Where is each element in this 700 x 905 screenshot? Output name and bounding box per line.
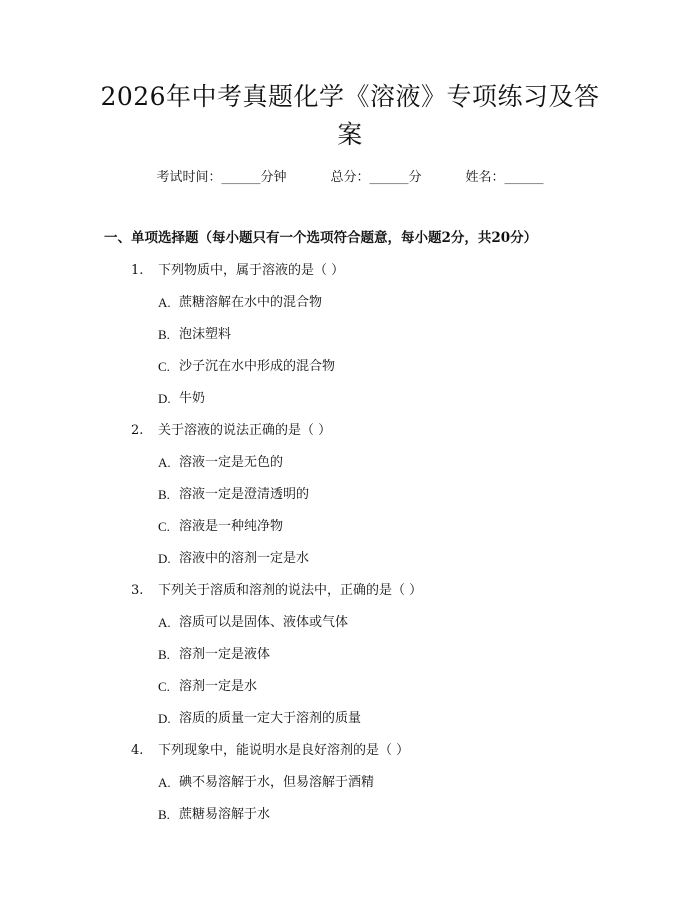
option-letter: B. [158,807,170,822]
option-text: 溶质可以是固体、液体或气体 [179,615,349,630]
option-text: 溶液一定是澄清透明的 [179,487,310,502]
option-letter: D. [158,711,171,726]
option-letter: D. [158,551,171,566]
option-letter: C. [158,359,170,374]
option-letter: A. [158,615,171,630]
exam-time-field: 考试时间：______分钟 [156,170,287,185]
option-text: 溶液一定是无色的 [179,455,284,470]
question-number: 4. [131,743,144,758]
answer-option [0,356,700,388]
answer-option [0,452,700,484]
question-item [0,420,700,452]
option-letter: C. [158,679,170,694]
section-heading: 一、单项选择题（每小题只有一个选项符合题意，每小题2分，共20分） [104,230,538,246]
answer-option [0,484,700,516]
option-letter: A. [158,295,171,310]
option-text: 蔗糖易溶解于水 [179,807,271,822]
question-number: 2. [131,423,144,438]
option-letter: B. [158,487,170,502]
option-text: 溶液是一种纯净物 [179,519,284,534]
question-number: 3. [131,583,144,598]
answer-option [0,292,700,324]
option-letter: A. [158,775,171,790]
option-text: 溶质的质量一定大于溶剂的质量 [179,711,362,726]
answer-option [0,644,700,676]
option-text: 牛奶 [179,391,206,406]
option-text: 蔗糖溶解在水中的混合物 [179,295,323,310]
option-letter: B. [158,327,170,342]
question-text: 下列物质中，属于溶液的是（ ） [158,263,345,278]
option-text: 溶剂一定是液体 [179,647,271,662]
option-text: 碘不易溶解于水，但易溶解于酒精 [179,775,375,790]
answer-option [0,324,700,356]
option-letter: A. [158,455,171,470]
question-list [0,260,700,836]
answer-option [0,612,700,644]
option-letter: D. [158,391,171,406]
exam-meta [0,170,700,186]
question-text: 关于溶液的说法正确的是（ ） [158,423,332,438]
name-field: 姓名：______ [465,170,544,185]
question-item [0,580,700,612]
question-text: 下列现象中，能说明水是良好溶剂的是（ ） [158,743,410,758]
option-text: 溶剂一定是水 [179,679,258,694]
option-letter: C. [158,519,170,534]
question-text: 下列关于溶质和溶剂的说法中，正确的是（ ） [158,583,423,598]
answer-option [0,388,700,420]
question-item [0,740,700,772]
answer-option [0,516,700,548]
total-score-field: 总分：______分 [330,170,422,185]
answer-option [0,804,700,836]
question-number: 1. [131,263,144,278]
option-text: 沙子沉在水中形成的混合物 [179,359,336,374]
option-text: 溶液中的溶剂一定是水 [179,551,310,566]
answer-option [0,548,700,580]
answer-option [0,676,700,708]
answer-option [0,772,700,804]
option-text: 泡沫塑料 [179,327,232,342]
page-title: 2026年中考真题化学《溶液》专项练习及答案 [100,82,600,149]
question-item [0,260,700,292]
answer-option [0,708,700,740]
option-letter: B. [158,647,170,662]
